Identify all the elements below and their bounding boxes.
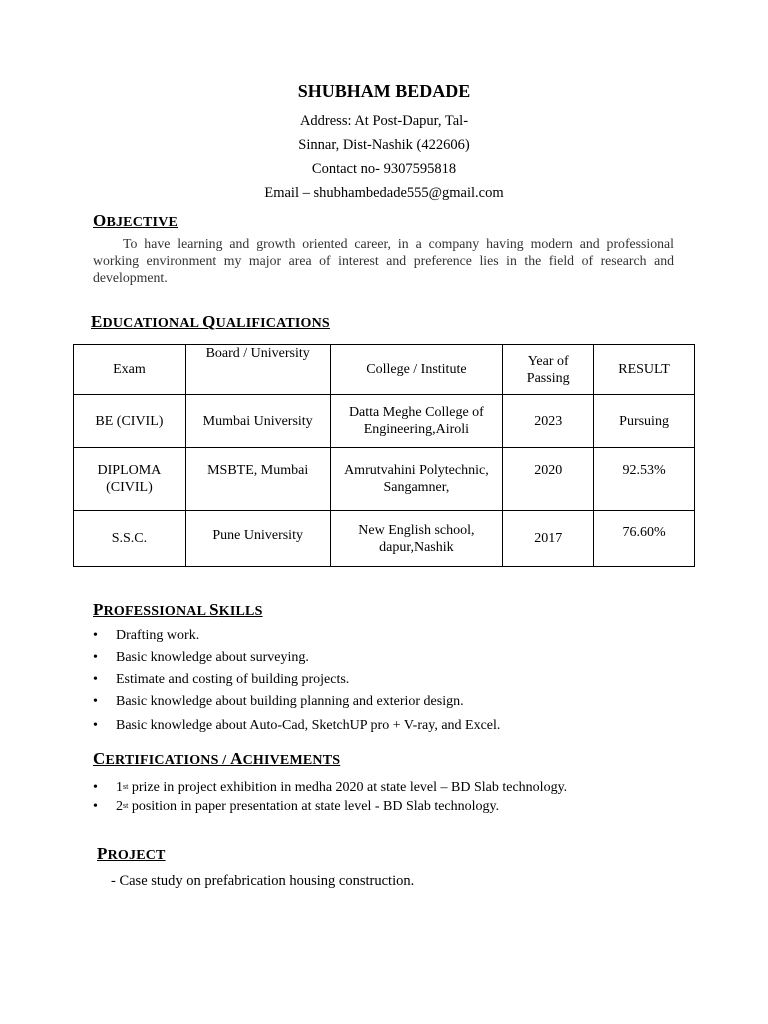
- education-table: [73, 344, 695, 567]
- list-item: • Basic knowledge about building planning and exterior design.: [93, 691, 500, 713]
- exam-cell: DIPLOMA (CIVIL): [74, 448, 186, 511]
- objective-heading: OBJECTIVE: [93, 211, 179, 230]
- candidate-name: SHUBHAM BEDADE: [297, 81, 471, 101]
- column-header: Board / University: [185, 345, 330, 395]
- certifications-heading: CERTIFICATIONS / ACHIVEMENTS: [93, 749, 341, 768]
- year-cell: 2023: [503, 395, 594, 448]
- list-item: • Drafting work.: [93, 625, 500, 647]
- project-heading: PROJECT: [97, 844, 166, 863]
- table-row: [74, 395, 695, 448]
- contact-number: Contact no- 9307595818: [311, 161, 457, 177]
- address-line-1: Address: At Post-Dapur, Tal-: [299, 113, 469, 129]
- college-cell: New English school, dapur,Nashik: [330, 511, 503, 567]
- education-heading: EDUCATIONAL QUALIFICATIONS: [91, 312, 330, 331]
- column-header: College / Institute: [330, 345, 503, 395]
- list-item: • Estimate and costing of building projects.: [93, 669, 500, 691]
- result-cell: Pursuing: [594, 395, 695, 448]
- column-header: Exam: [74, 345, 186, 395]
- exam-cell: BE (CIVIL): [74, 395, 186, 448]
- project-item: - Case study on prefabrication housing construction.: [111, 873, 415, 889]
- objective-text: To have learning and growth oriented career, in a company having modern and professional working environment my major area of interest and preference lies in the field of research and development.: [93, 236, 674, 285]
- email-address: Email – shubhambedade555@gmail.com: [264, 185, 504, 201]
- result-cell: 92.53%: [594, 448, 695, 511]
- board-cell: Mumbai University: [185, 395, 330, 448]
- certifications-list: [93, 778, 567, 816]
- year-cell: 2017: [503, 511, 594, 567]
- college-cell: Datta Meghe College of Engineering,Airoli: [330, 395, 503, 448]
- table-row: [74, 448, 695, 511]
- skills-list: [93, 625, 500, 737]
- year-cell: 2020: [503, 448, 594, 511]
- college-cell: Amrutvahini Polytechnic, Sangamner,: [330, 448, 503, 511]
- list-item: • Basic knowledge about Auto-Cad, SketchUP pro + V-ray, and Excel.: [93, 715, 500, 737]
- table-row: [74, 511, 695, 567]
- table-header-row: [74, 345, 695, 395]
- column-header: Year of Passing: [503, 345, 594, 395]
- exam-cell: S.S.C.: [74, 511, 186, 567]
- board-cell: Pune University: [185, 511, 330, 567]
- list-item: • 1st prize in project exhibition in medha 2020 at state level – BD Slab technology.: [93, 778, 567, 797]
- skills-heading: PROFESSIONAL SKILLS: [93, 600, 263, 619]
- address-line-2: Sinnar, Dist-Nashik (422606): [298, 137, 470, 153]
- list-item: • 2st position in paper presentation at state level - BD Slab technology.: [93, 797, 567, 816]
- list-item: • Basic knowledge about surveying.: [93, 647, 500, 669]
- board-cell: MSBTE, Mumbai: [185, 448, 330, 511]
- column-header: RESULT: [594, 345, 695, 395]
- result-cell: 76.60%: [594, 511, 695, 567]
